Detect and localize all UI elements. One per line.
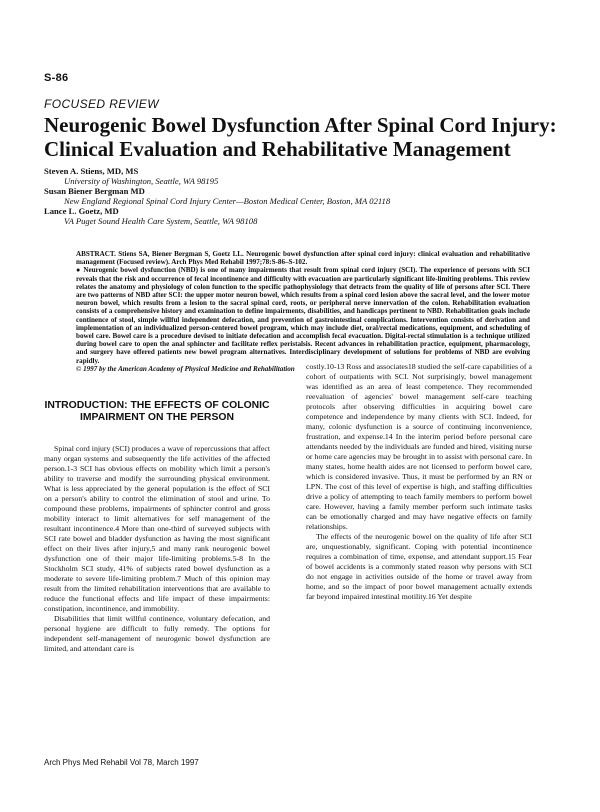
author-1 xyxy=(44,166,574,186)
author-affiliation: New England Regional Spinal Cord Injury Center—Boston Medical Center, Boston, MA 02118 xyxy=(64,196,391,206)
title-line-2: Clinical Evaluation and Rehabilitative Management xyxy=(44,137,511,161)
author-name: Steven A. Stiens, MD, MS xyxy=(44,166,139,176)
section-heading: INTRODUCTION: THE EFFECTS OF COLONIC IMPAIRMENT ON THE PERSON xyxy=(44,400,270,423)
abstract-citation: ABSTRACT. Stiens SA, Biener Bergman S, Goetz LL. Neurogenic bowel dysfunction after spinal cord injury: clinical evaluation and rehabilitative management (Focused review). Arch Phys Med Rehabil 1997;78:S-86–S-102. xyxy=(76,250,530,267)
right-column xyxy=(306,362,532,602)
copyright-notice: © 1997 by the American Academy of Physical Medicine and Rehabilitation xyxy=(76,364,295,373)
page-number: S-86 xyxy=(44,72,69,84)
author-list xyxy=(44,166,574,226)
body-paragraph: costly.10-13 Ross and associates18 studied the self-care capabilities of a cohort of outpatients with SCI. Not surprisingly, bowel management was identified as an area of least competence. They recommended reevaluation of agencies' bowel management self-care teaching protocols after observing difficulties in acquiring bowel care competence and independence by many clients with SCI. Indeed, for many, colonic dysfunction is a source of continuing inconvenience, frustration, and expense.14 In the interim period before personal care attendants needed by the individuals are funded and hired, visiting nurse or home care agencies may be brought in to assist with personal care. In many states, home health aides are not licensed to perform bowel care, which is considered invasive. Thus, it must be performed by an RN or LPN. The cost of this level of expertise is high, and staffing difficulties drive a policy of attempting to teach family members to perform bowel care. However, having a family member perform such intimate tasks can be emotionally charged and may have negative effects on family relationships. xyxy=(306,362,532,531)
author-name: Lance L. Goetz, MD xyxy=(44,206,119,216)
article-title xyxy=(44,113,564,161)
author-name: Susan Biener Bergman MD xyxy=(44,186,145,196)
body-paragraph: The effects of the neurogenic bowel on the quality of life after SCI are, unquestionably, significant. Coping with potential incontinence requires a combination of time, expense, and attendant support.15 Fear of bowel accidents is a commonly stated reason why persons with SCI do not engage in activities outside of the home or travel away from home, and so the impact of poor bowel management actually extends far beyond impaired intestinal motility.16 Yet despite xyxy=(306,532,532,601)
author-3 xyxy=(44,206,574,226)
author-2 xyxy=(44,186,574,206)
body-paragraph: Disabilities that limit willful continence, voluntary defecation, and personal hygiene are difficult to fully remedy. The options for independent self-management of neurogenic bowel dysfunction are limited, and attendant care is xyxy=(44,614,270,653)
body-paragraph: Spinal cord injury (SCI) produces a wave of repercussions that affect many organ systems and subsequently the life activities of the affected person.1-3 SCI has obvious effects on mobility which limit a person's ability to traverse and modify the surrounding physical environment. What is less appreciated by the general population is the effect of SCI on a person's ability to control the elimination of stool and urine. To compound these problems, impairments of sphincter control and gross mobility interact to limit alternatives for self management of the resultant incontinence.4 More than one-third of surveyed subjects with SCI rate bowel and bladder dysfunction as having the most significant effect on their lives after injury,5 and many rank neurogenic bowel dysfunction one of their major life-limiting problems.5-8 In the Stockholm SCI study, 41% of subjects rated bowel dysfunction as a moderate to severe life-limiting problem.7 Much of this opinion may result from the limited rehabilitation interventions that are available to reduce the functional effects and life impact of these impairments: constipation, incontinence, and immobility. xyxy=(44,444,270,613)
title-line-1: Neurogenic Bowel Dysfunction After Spinal Cord Injury: xyxy=(44,113,557,137)
abstract-body: ● Neurogenic bowel dysfunction (NBD) is one of many impairments that result from spinal cord injury (SCI). The experience of persons with SCI reveals that the risk and occurrence of fecal incontinence and difficulty with evacuation are particularly significant life-limiting problems. This review relates the anatomy and physiology of colon function to the specific pathophysiology that detracts from the quality of life of persons after SCI. There are two patterns of NBD after SCI: the upper motor neuron bowel, which results from a spinal cord lesion above the sacral level, and the lower motor neuron bowel, which results from a lesion to the sacral spinal cord, roots, or peripheral nerve innervation of the colon. Rehabilitation evaluation consists of a comprehensive history and examination to define impairments, disabilities, and handicaps pertinent to NBD. Rehabilitation goals include continence of stool, simple willful independent defecation, and prevention of gastrointestinal complications. Intervention consists of derivation and implementation of an individualized person-centered bowel program, which may include diet, oral/rectal medications, equipment, and scheduling of bowel care. Bowel care is a procedure devised to initiate defecation and accomplish fecal evacuation. Digital-rectal stimulation is a technique utilized during bowel care to open the anal sphincter and facilitate reflex peristalsis. Recent advances in rehabilitation practice, equipment, pharmacology, and surgery have offered patients new bowel program alternatives. Interdisciplinary development of solutions for problems of NBD are evolving rapidly. xyxy=(76,266,530,364)
author-affiliation: VA Puget Sound Health Care System, Seattle, WA 98108 xyxy=(64,216,258,226)
journal-footer: Arch Phys Med Rehabil Vol 78, March 1997 xyxy=(44,758,199,767)
abstract xyxy=(76,250,530,373)
left-column xyxy=(44,400,270,654)
section-label: FOCUSED REVIEW xyxy=(44,97,159,111)
author-affiliation: University of Washington, Seattle, WA 98195 xyxy=(64,176,219,186)
